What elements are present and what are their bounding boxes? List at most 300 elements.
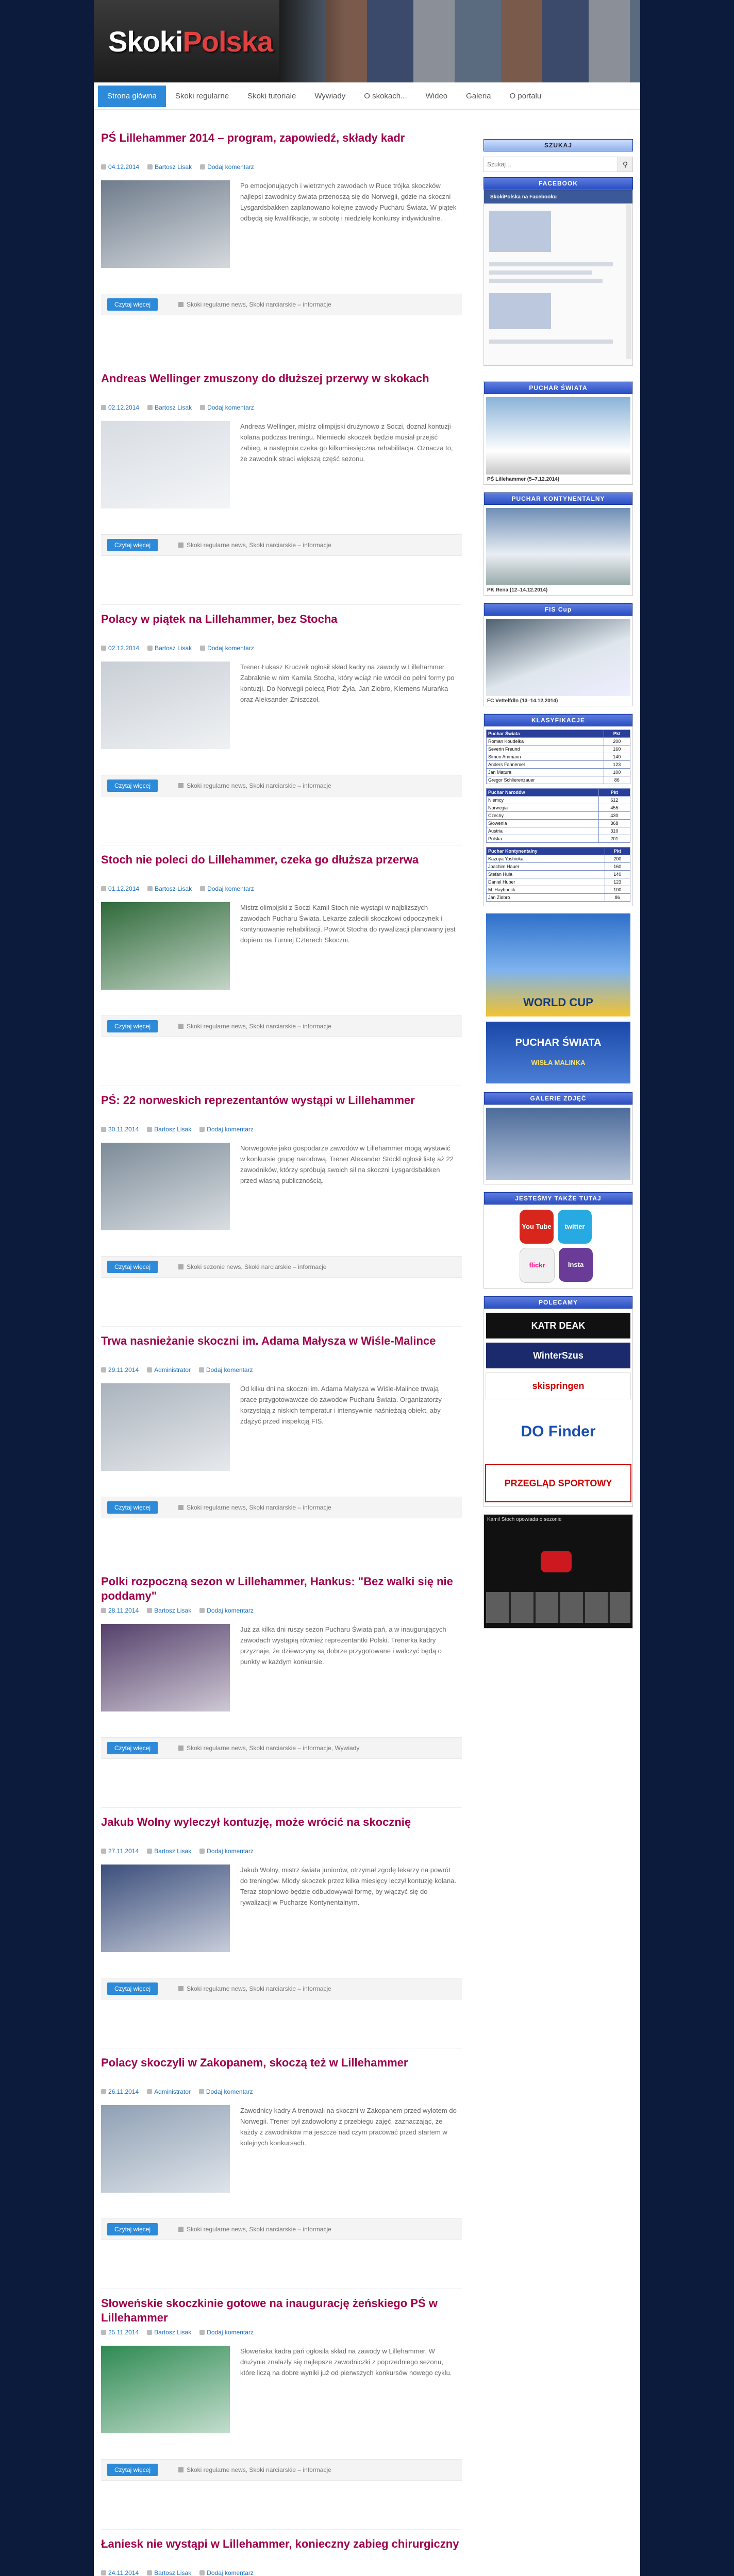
search-icon[interactable]: ⚲ [618, 157, 632, 172]
folder-icon [178, 1745, 184, 1751]
post-author[interactable]: Administrator [154, 2088, 191, 2095]
post-meta [101, 1365, 462, 1375]
calendar-icon [101, 2330, 106, 2335]
table-cell-points: 201 [598, 835, 630, 843]
post-meta [101, 1124, 462, 1134]
comment-icon [199, 2570, 205, 2575]
table-cell-name: Norwegia [487, 804, 599, 812]
table-row [487, 745, 630, 753]
post-meta [101, 1846, 462, 1856]
table-cell-points: 140 [604, 753, 630, 761]
post-date[interactable]: 28.11.2014 [108, 1607, 139, 1614]
post-comments-link[interactable]: Dodaj komentarz [207, 885, 254, 892]
table-cell-name: Czechy [487, 812, 599, 820]
post-title[interactable]: Słoweńskie skoczkinie gotowe na inaugurację żeńskiego PŚ w Lillehammer [101, 2297, 438, 2324]
social-icons [520, 1210, 597, 1283]
fis-cup-caption[interactable]: FC Vettelfdln (13–14.12.2014) [487, 698, 558, 704]
post-footer [101, 1015, 462, 1037]
post-title[interactable]: Andreas Wellinger zmuszony do dłuższej przerwy w skokach [101, 372, 429, 385]
page-wrapper [94, 0, 640, 2576]
post-footer [101, 2218, 462, 2240]
nav-item[interactable]: Skoki tutoriale [247, 92, 296, 100]
post-date[interactable]: 29.11.2014 [108, 1366, 139, 1374]
user-icon [147, 405, 153, 410]
post-meta [101, 2327, 462, 2337]
table-cell-name: Roman Koudelka [487, 738, 604, 745]
table-cell-name: Stefan Hula [487, 871, 605, 878]
wisla-banner[interactable] [486, 1022, 630, 1083]
table-cell-name: Anders Fannemel [487, 761, 604, 769]
nav-item[interactable]: O skokach... [364, 92, 407, 100]
post-footer [101, 1978, 462, 1999]
post-meta [101, 402, 462, 413]
continental-cup-hill-image[interactable] [486, 508, 630, 585]
world-cup-widget [483, 381, 633, 485]
post-date[interactable]: 24.11.2014 [108, 2569, 139, 2576]
nav-item[interactable]: Wywiady [314, 92, 346, 100]
gallery-image[interactable] [486, 1108, 630, 1180]
table-row [487, 812, 630, 820]
post [101, 124, 462, 364]
table-row [487, 776, 630, 784]
table-cell-name: Słowenia [487, 820, 599, 827]
facebook-post-line [489, 262, 613, 266]
partners-widget [483, 1296, 633, 1507]
post-footer [101, 2459, 462, 2481]
nav-item[interactable]: Skoki regularne [175, 92, 229, 100]
comment-icon [199, 1608, 205, 1613]
folder-icon [178, 543, 184, 548]
calendar-icon [101, 1367, 106, 1372]
sidebar [483, 139, 633, 1636]
post-footer [101, 1737, 462, 1759]
post-comments-link[interactable]: Dodaj komentarz [207, 1848, 254, 1855]
table-cell-points: 200 [605, 855, 630, 863]
post-footer [101, 294, 462, 315]
classifications-widget [483, 714, 633, 906]
post-thumbnail[interactable] [101, 1143, 230, 1230]
partner-logo[interactable]: PRZEGLĄD SPORTOWY [485, 1464, 631, 1502]
post-excerpt: Trener Łukasz Kruczek ogłosił skład kadry na zawody w Lillehammer. Zabraknie w nim Kamila Stocha, który wciąż nie wrócił do pełni formy po kontuzji. Do Norwegii polecą Piotr Żyła, Jan Ziobro, Klemens Murańka oraz Aleksander Zniszczoł. [240, 663, 455, 703]
table-cell-points: 100 [604, 769, 630, 776]
post-categories-text[interactable]: Skoki regularne news, Skoki narciarskie – informacje [187, 2226, 331, 2233]
post-comments-link[interactable]: Dodaj komentarz [207, 2569, 254, 2576]
post-categories[interactable] [178, 299, 331, 310]
post-thumbnail[interactable] [101, 421, 230, 509]
post-author[interactable]: Administrator [154, 1366, 191, 1374]
post [101, 2048, 462, 2289]
search-input[interactable] [484, 157, 618, 172]
post-title[interactable]: PŚ Lillehammer 2014 – program, zapowiedź, składy kadr [101, 131, 405, 144]
post-thumbnail[interactable] [101, 2105, 230, 2193]
user-icon [147, 2330, 152, 2335]
comment-icon [199, 1849, 205, 1854]
partner-logo[interactable]: KATR DEAK [486, 1313, 630, 1338]
post-categories-text[interactable]: Skoki regularne news, Skoki narciarskie – informacje, Wywiady [187, 1744, 360, 1752]
calendar-icon [101, 646, 106, 651]
post-comments-link[interactable]: Dodaj komentarz [206, 1366, 253, 1374]
table-cell-points: 455 [598, 804, 630, 812]
post-comments-link[interactable]: Dodaj komentarz [207, 1126, 254, 1133]
post-comments-link[interactable]: Dodaj komentarz [206, 2088, 253, 2095]
site-logo[interactable] [108, 25, 273, 58]
post-categories[interactable] [178, 1262, 326, 1272]
table-cell-name: Jan Ziobro [487, 894, 605, 902]
classification-table [486, 788, 630, 843]
post-date[interactable]: 01.12.2014 [108, 885, 140, 892]
social-title: JESTEŚMY TAKŻE TUTAJ [484, 1192, 632, 1205]
post-thumbnail[interactable] [101, 1624, 230, 1711]
site-header [94, 0, 640, 82]
table-cell-name: Austria [487, 827, 599, 835]
nav-item[interactable]: Galeria [466, 92, 491, 100]
calendar-icon [101, 405, 106, 410]
video-play-icon[interactable] [541, 1551, 572, 1572]
comment-icon [199, 2330, 205, 2335]
post-author[interactable]: Bartosz Lisak [155, 163, 192, 171]
user-icon [147, 164, 153, 170]
comment-icon [200, 886, 205, 891]
post-date[interactable]: 02.12.2014 [108, 645, 140, 652]
world-cup-title: PUCHAR ŚWIATA [484, 382, 632, 394]
post-comments-link[interactable]: Dodaj komentarz [207, 645, 254, 652]
read-more-button[interactable]: Czytaj więcej [107, 1020, 158, 1032]
social-icon-you-tube[interactable]: You Tube [520, 1210, 554, 1244]
table-cell-name: M. Hayboeck [487, 886, 605, 894]
facebook-cover-image [489, 211, 551, 252]
comment-icon [199, 1127, 205, 1132]
video-title: Kamil Stoch opowiada o sezonie [487, 1517, 562, 1522]
user-icon [147, 1849, 152, 1854]
post-author[interactable]: Bartosz Lisak [154, 1126, 192, 1133]
social-icon-twitter[interactable]: twitter [558, 1210, 592, 1244]
post [101, 2289, 462, 2530]
post-categories[interactable] [178, 1021, 331, 1031]
video-widget[interactable] [483, 1514, 633, 1629]
comment-icon [200, 164, 205, 170]
post-comments-link[interactable]: Dodaj komentarz [207, 404, 254, 411]
post-meta [101, 2568, 462, 2576]
post-thumbnail[interactable] [101, 1865, 230, 1952]
post-thumbnail[interactable] [101, 180, 230, 268]
post-excerpt: Po emocjonujących i wietrznych zawodach w Ruce trójka skoczków najlepsi zawodnicy świata przenoszą się do Norwegii, gdzie na skoczni Lysgardsbakken zaplanowano kolejne zawody Pucharu Świata. W piątek odbędą się kwalifikacje, w sobotę i niedzielę konkursy indywidualne. [240, 182, 457, 222]
table-row [487, 820, 630, 827]
post-excerpt: Słoweńska kadra pań ogłosiła skład na zawody w Lillehammer. W drużynie znalazły się najlepsze zawodniczki z poprzedniego sezonu, które liczą na dobre wyniki już od pierwszych konkursów nowego cyklu. [240, 2347, 452, 2377]
post-thumbnail[interactable] [101, 662, 230, 749]
post-title[interactable]: Polacy skoczyli w Zakopanem, skoczą też w Lillehammer [101, 2056, 408, 2069]
post-author[interactable]: Bartosz Lisak [154, 1607, 192, 1614]
social-widget [483, 1192, 633, 1289]
table-cell-name: Severin Freund [487, 745, 604, 753]
post [101, 845, 462, 1086]
table-row [487, 835, 630, 843]
post-meta [101, 162, 462, 172]
post-categories-text[interactable]: Skoki regularne news, Skoki narciarskie – informacje [187, 2466, 331, 2473]
post-footer [101, 1497, 462, 1518]
read-more-button[interactable]: Czytaj więcej [107, 2223, 158, 2235]
table-row [487, 871, 630, 878]
table-cell-name: Jan Matura [487, 769, 604, 776]
table-cell-name: Daniel Huber [487, 878, 605, 886]
wisla-banner-title: PUCHAR ŚWIATA [515, 1037, 602, 1048]
table-row [487, 886, 630, 894]
post [101, 1086, 462, 1327]
table-header-cell: Pkt [598, 789, 630, 796]
folder-icon [178, 783, 184, 788]
table-row [487, 894, 630, 902]
post-comments-link[interactable]: Dodaj komentarz [207, 163, 254, 171]
post-categories-text[interactable]: Skoki regularne news, Skoki narciarskie – informacje [187, 541, 331, 549]
post-title[interactable]: Trwa nasnieżanie skoczni im. Adama Małysza w Wiśle-Malince [101, 1334, 436, 1347]
classification-table [486, 847, 630, 902]
user-icon [147, 1367, 152, 1372]
continental-cup-caption[interactable]: PK Rena (12–14.12.2014) [487, 587, 548, 593]
continental-cup-widget [483, 492, 633, 596]
table-cell-points: 310 [598, 827, 630, 835]
world-cup-caption[interactable]: PŚ Lillehammer (5–7.12.2014) [487, 477, 560, 482]
table-cell-points: 612 [598, 796, 630, 804]
post-excerpt: Mistrz olimpijski z Soczi Kamil Stoch nie wystąpi w najbliższych zawodach Pucharu Świata. Lekarze zalecili skoczkowi odpoczynek i kontynuowanie rehabilitacji. Powrót Stocha do rywalizacji planowany jest dopiero na Turniej Czterech Skoczni. [240, 904, 456, 944]
table-row [487, 878, 630, 886]
facebook-scrollbar[interactable] [626, 205, 631, 359]
fis-cup-widget [483, 603, 633, 706]
post-categories[interactable] [178, 1743, 359, 1753]
post-title[interactable]: PŚ: 22 norweskich reprezentantów wystąpi w Lillehammer [101, 1094, 415, 1107]
comment-icon [200, 646, 205, 651]
table-row [487, 753, 630, 761]
read-more-button[interactable]: Czytaj więcej [107, 779, 158, 792]
read-more-button[interactable]: Czytaj więcej [107, 1742, 158, 1754]
table-header-cell: Pkt [605, 848, 630, 855]
folder-icon [178, 1264, 184, 1269]
post-categories[interactable] [178, 540, 331, 550]
logo-accent-text: Polska [182, 25, 273, 58]
table-header-cell: Puchar Świata [487, 730, 604, 738]
post-categories-text[interactable]: Skoki regularne news, Skoki narciarskie – informacje [187, 1985, 331, 1992]
social-icon-flickr[interactable]: flickr [520, 1248, 555, 1283]
user-icon [147, 646, 153, 651]
nav-item[interactable]: O portalu [509, 92, 542, 100]
post-date[interactable]: 30.11.2014 [108, 1126, 139, 1133]
post-categories[interactable] [178, 2465, 331, 2475]
post-excerpt: Już za kilka dni ruszy sezon Pucharu Świata pań, a w inaugurujących zawodach wystąpią również reprezentantki Polski. Trenerka kadry przyznaje, że dziewczyny są dobrze przygotowane i walczyć będą o punkty w każdym konkursie. [240, 1625, 446, 1666]
table-row [487, 827, 630, 835]
folder-icon [178, 1986, 184, 1991]
fis-cup-hill-image[interactable] [486, 619, 630, 696]
read-more-button[interactable]: Czytaj więcej [107, 2464, 158, 2476]
post-categories-text[interactable]: Skoki regularne news, Skoki narciarskie – informacje [187, 782, 331, 789]
user-icon [147, 2089, 152, 2094]
table-header-cell: Puchar Kontynentalny [487, 848, 605, 855]
facebook-like-box[interactable] [483, 190, 633, 366]
post-categories[interactable] [178, 2224, 331, 2234]
post-excerpt: Zawodnicy kadry A trenowali na skoczni w Zakopanem przed wylotem do Norwegii. Trener był zadowolony z przebiegu zajęć, zaznaczając, że każdy z zawodników ma jeszcze nad czym pracować przed startem w kolejnych konkursach. [240, 2107, 457, 2147]
read-more-button[interactable]: Czytaj więcej [107, 298, 158, 311]
calendar-icon [101, 2570, 106, 2575]
user-icon [147, 886, 153, 891]
partner-logo[interactable]: DO Finder [486, 1403, 630, 1460]
post-footer [101, 1256, 462, 1278]
post-excerpt: Norwegowie jako gospodarze zawodów w Lillehammer mogą wystawić w konkursie grupę narodową. Trener Alexander Stöckl ogłosił listę aż 22 zawodników, którzy spróbują swoich sił na skoczni Lysgardsbakken przed własną publicznością. [240, 1144, 454, 1184]
post-date[interactable]: 26.11.2014 [108, 2088, 139, 2095]
table-cell-points: 200 [604, 738, 630, 745]
facebook-widget-title: FACEBOOK [483, 177, 633, 190]
post-categories[interactable] [178, 781, 331, 791]
post-thumbnail[interactable] [101, 1383, 230, 1471]
post-categories[interactable] [178, 1502, 331, 1513]
facebook-post-image [489, 293, 551, 329]
user-icon [147, 2570, 152, 2575]
logo-main-text: Skoki [108, 25, 183, 58]
table-cell-name: Kazuya Yoshioka [487, 855, 605, 863]
calendar-icon [101, 164, 106, 170]
folder-icon [178, 1505, 184, 1510]
partners-title: POLECAMY [484, 1296, 632, 1309]
post-title[interactable]: Stoch nie poleci do Lillehammer, czeka go dłuższa przerwa [101, 853, 419, 866]
folder-icon [178, 2467, 184, 2472]
read-more-button[interactable]: Czytaj więcej [107, 1982, 158, 1995]
post-categories[interactable] [178, 1984, 331, 1994]
post-comments-link[interactable]: Dodaj komentarz [207, 2329, 254, 2336]
table-row [487, 761, 630, 769]
read-more-button[interactable]: Czytaj więcej [107, 1261, 158, 1273]
fis-cup-title: FIS Cup [484, 603, 632, 616]
world-cup-banner-text: WORLD CUP [523, 996, 593, 1009]
nav-item[interactable]: Strona główna [98, 86, 166, 107]
post-title[interactable]: Jakub Wolny wyleczył kontuzję, może wrócić na skocznię [101, 1816, 411, 1828]
post-author[interactable]: Bartosz Lisak [155, 404, 192, 411]
video-thumbnails[interactable] [486, 1592, 630, 1623]
post-date[interactable]: 27.11.2014 [108, 1848, 139, 1855]
facebook-post-line [489, 279, 603, 283]
table-row [487, 863, 630, 871]
folder-icon [178, 2227, 184, 2232]
post-list [101, 124, 462, 2576]
table-cell-points: 368 [598, 820, 630, 827]
post-thumbnail[interactable] [101, 902, 230, 990]
facebook-post-line [489, 270, 592, 275]
post-excerpt: Od kilku dni na skoczni im. Adama Małysza w Wiśle-Malince trwają prace przygotowawcze do zawodów Pucharu Świata. Organizatorzy korzystają z niskich temperatur i intensywnie naśnieżają obiekt, aby zdążyć przed inspekcją FIS. [240, 1385, 442, 1425]
partner-list [484, 1313, 632, 1502]
post-date[interactable]: 04.12.2014 [108, 163, 140, 171]
post-categories-text[interactable]: Skoki sezonie news, Skoki narciarskie – informacje [187, 1263, 327, 1270]
post [101, 605, 462, 845]
post-footer [101, 775, 462, 796]
post-meta [101, 643, 462, 653]
comment-icon [199, 2089, 204, 2094]
user-icon [147, 1608, 152, 1613]
table-cell-points: 86 [605, 894, 630, 902]
facebook-page-name: SkokiPolska na Facebooku [490, 194, 557, 200]
post-excerpt: Andreas Wellinger, mistrz olimpijski drużynowo z Soczi, doznał kontuzji kolana podczas treningu. Niemiecki skoczek będzie musiał przejść zabieg, a następnie czeka go kilkumiesięczna rehabilitacja. Oznacza to, że zawodnik straci większą część sezonu. [240, 422, 453, 463]
post [101, 1327, 462, 1567]
main-navigation [94, 82, 640, 110]
post [101, 1567, 462, 1808]
post-categories-text[interactable]: Skoki regularne news, Skoki narciarskie – informacje [187, 301, 331, 308]
post-author[interactable]: Bartosz Lisak [154, 1848, 192, 1855]
nav-item[interactable]: Wideo [425, 92, 448, 100]
table-row [487, 796, 630, 804]
post-categories-text[interactable]: Skoki regularne news, Skoki narciarskie – informacje [187, 1504, 331, 1511]
post-footer [101, 534, 462, 556]
table-row [487, 804, 630, 812]
classification-tables [486, 730, 630, 902]
post-meta [101, 2087, 462, 2097]
post-title[interactable]: Łaniesk nie wystąpi w Lillehammer, konieczny zabieg chirurgiczny [101, 2537, 459, 2550]
post [101, 2530, 462, 2576]
table-header-cell: Puchar Narodów [487, 789, 599, 796]
world-cup-hill-image[interactable] [486, 397, 630, 474]
calendar-icon [101, 1608, 106, 1613]
post-title[interactable]: Polki rozpoczną sezon w Lillehammer, Hankus: "Bez walki się nie poddamy" [101, 1575, 453, 1602]
table-header-cell: Pkt [604, 730, 630, 738]
folder-icon [178, 1024, 184, 1029]
post-meta [101, 884, 462, 894]
gallery-widget [483, 1092, 633, 1184]
table-cell-points: 123 [605, 878, 630, 886]
table-cell-name: Gregor Schlierenzauer [487, 776, 604, 784]
post-date[interactable]: 02.12.2014 [108, 404, 140, 411]
post-author[interactable]: Bartosz Lisak [154, 2329, 192, 2336]
table-cell-points: 86 [604, 776, 630, 784]
calendar-icon [101, 1127, 106, 1132]
facebook-post-line [489, 340, 613, 344]
calendar-icon [101, 2089, 106, 2094]
post-title[interactable]: Polacy w piątek na Lillehammer, bez Stocha [101, 613, 338, 625]
post-meta [101, 1605, 462, 1616]
table-cell-points: 430 [598, 812, 630, 820]
classifications-title: KLASYFIKACJE [484, 714, 632, 726]
post-author[interactable]: Bartosz Lisak [155, 645, 192, 652]
comment-icon [200, 405, 205, 410]
post [101, 1808, 462, 2048]
table-cell-points: 160 [604, 745, 630, 753]
post-date[interactable]: 25.11.2014 [108, 2329, 139, 2336]
read-more-button[interactable]: Czytaj więcej [107, 1501, 158, 1514]
table-row [487, 738, 630, 745]
table-cell-points: 140 [605, 871, 630, 878]
table-cell-name: Niemcy [487, 796, 599, 804]
header-photo-collage [279, 0, 640, 82]
table-cell-points: 100 [605, 886, 630, 894]
post-excerpt: Jakub Wolny, mistrz świata juniorów, otrzymał zgodę lekarzy na powrót do treningów. Młody skoczek przez kilka miesięcy leczył kontuzję kolana. Teraz stopniowo będzie odbudowywał formę, by włączyć się do rywalizacji w Pucharze Kontynentalnym. [240, 1866, 457, 1906]
partner-logo[interactable]: WinterSzus [486, 1343, 630, 1368]
search-form [483, 157, 633, 172]
post-author[interactable]: Bartosz Lisak [154, 2569, 192, 2576]
comment-icon [199, 1367, 204, 1372]
social-icon-insta[interactable]: Insta [559, 1248, 593, 1282]
gallery-title: GALERIE ZDJĘĆ [484, 1092, 632, 1105]
search-widget-title: SZUKAJ [483, 139, 633, 151]
folder-icon [178, 302, 184, 307]
partner-logo[interactable]: skispringen [486, 1372, 631, 1399]
post-author[interactable]: Bartosz Lisak [155, 885, 192, 892]
classification-table [486, 730, 630, 784]
world-cup-banner[interactable] [486, 913, 630, 1016]
user-icon [147, 1127, 152, 1132]
read-more-button[interactable]: Czytaj więcej [107, 539, 158, 551]
post-categories-text[interactable]: Skoki regularne news, Skoki narciarskie – informacje [187, 1023, 331, 1030]
calendar-icon [101, 1849, 106, 1854]
post-comments-link[interactable]: Dodaj komentarz [207, 1607, 254, 1614]
table-cell-name: Joachim Hauer [487, 863, 605, 871]
table-cell-name: Simon Ammann [487, 753, 604, 761]
table-cell-points: 123 [604, 761, 630, 769]
calendar-icon [101, 886, 106, 891]
table-row [487, 855, 630, 863]
continental-cup-title: PUCHAR KONTYNENTALNY [484, 493, 632, 505]
post-thumbnail[interactable] [101, 2346, 230, 2433]
